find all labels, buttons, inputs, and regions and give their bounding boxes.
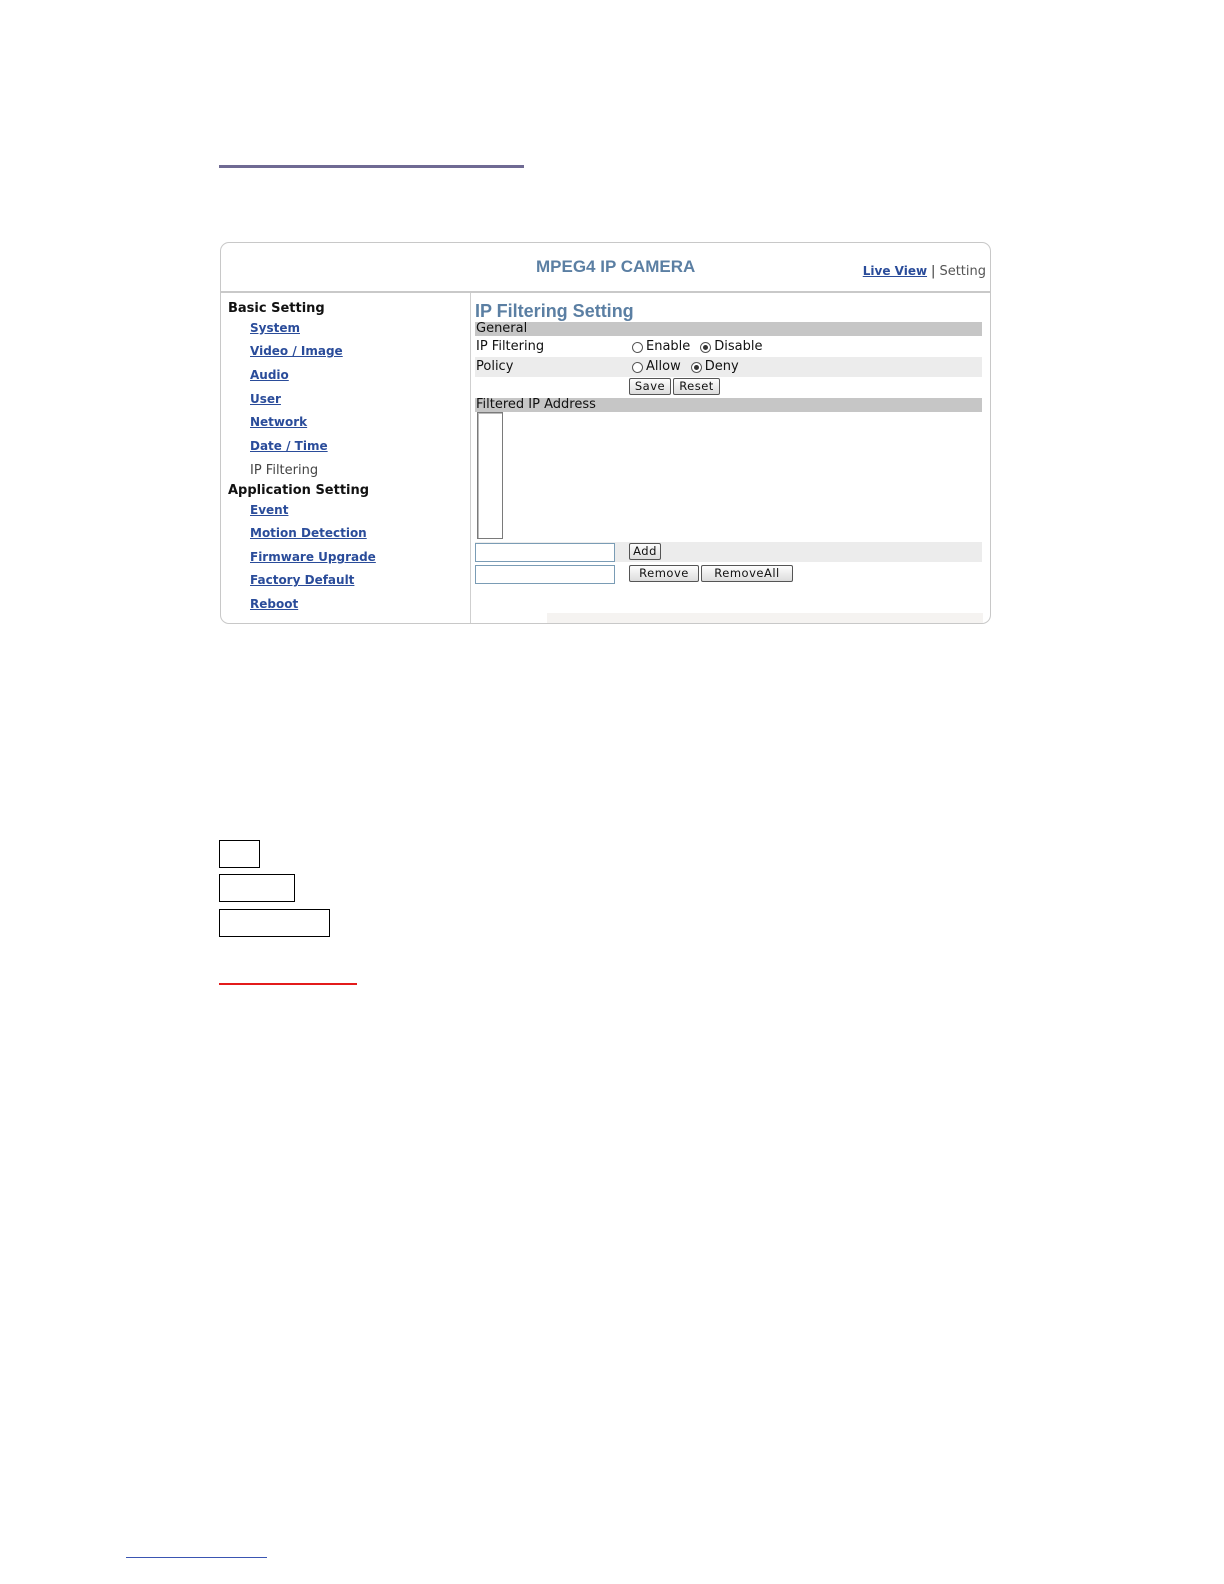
document-box-medium bbox=[219, 874, 295, 902]
page-title: IP Filtering Setting bbox=[475, 301, 634, 321]
nav-separator: | bbox=[931, 264, 936, 279]
disable-radio[interactable] bbox=[700, 342, 711, 353]
remove-button[interactable]: Remove bbox=[629, 565, 699, 582]
sidebar-item-firmware-upgrade[interactable]: Firmware Upgrade bbox=[250, 550, 376, 564]
document-box-large bbox=[219, 909, 330, 937]
sidebar-item-system[interactable]: System bbox=[250, 321, 300, 335]
bottom-strip bbox=[547, 613, 983, 624]
enable-radio-label: Enable bbox=[646, 339, 691, 354]
disable-radio-label: Disable bbox=[714, 339, 763, 354]
remove-all-button[interactable]: RemoveAll bbox=[701, 565, 793, 582]
deny-radio[interactable] bbox=[691, 362, 702, 373]
application-setting-heading: Application Setting bbox=[228, 483, 370, 498]
document-box-small bbox=[219, 840, 260, 868]
camera-ui-window bbox=[220, 242, 991, 624]
app-title: MPEG4 IP CAMERA bbox=[536, 257, 696, 276]
policy-radio-group bbox=[632, 357, 749, 377]
ip-filtering-radio-group bbox=[632, 337, 773, 357]
footnote-rule bbox=[126, 1557, 267, 1558]
deny-radio-label: Deny bbox=[704, 359, 739, 374]
sidebar-item-factory-default[interactable]: Factory Default bbox=[250, 573, 355, 587]
basic-setting-heading: Basic Setting bbox=[228, 301, 325, 316]
setting-current: Setting bbox=[939, 264, 986, 279]
sidebar-item-ip-filtering-current: IP Filtering bbox=[250, 463, 319, 478]
reset-button[interactable]: Reset bbox=[673, 378, 720, 395]
main-panel bbox=[475, 293, 983, 624]
sidebar-item-date-time[interactable]: Date / Time bbox=[250, 439, 328, 453]
sidebar-item-audio[interactable]: Audio bbox=[250, 368, 289, 382]
ip-filtering-row bbox=[475, 337, 982, 357]
document-rule-top bbox=[219, 165, 524, 168]
live-view-link[interactable]: Live View bbox=[862, 264, 928, 278]
enable-radio[interactable] bbox=[632, 342, 643, 353]
remove-ip-input[interactable] bbox=[475, 565, 615, 584]
sidebar-item-motion-detection[interactable]: Motion Detection bbox=[250, 526, 367, 540]
add-row bbox=[475, 542, 982, 562]
allow-radio-label: Allow bbox=[646, 359, 681, 374]
add-button[interactable]: Add bbox=[629, 543, 661, 560]
add-ip-input[interactable] bbox=[475, 543, 615, 562]
sidebar-item-event[interactable]: Event bbox=[250, 503, 289, 517]
general-section-header: General bbox=[475, 322, 982, 336]
sidebar-item-video-image[interactable]: Video / Image bbox=[250, 344, 343, 358]
top-nav bbox=[863, 264, 986, 279]
filtered-ip-section-header: Filtered IP Address bbox=[475, 398, 982, 412]
policy-row bbox=[475, 357, 982, 377]
save-button[interactable]: Save bbox=[629, 378, 671, 395]
sidebar-item-user[interactable]: User bbox=[250, 392, 281, 406]
camera-header bbox=[221, 243, 990, 293]
ip-filtering-label: IP Filtering bbox=[476, 339, 545, 354]
remove-row bbox=[475, 564, 982, 584]
sidebar-item-reboot[interactable]: Reboot bbox=[250, 597, 299, 611]
policy-label: Policy bbox=[476, 359, 514, 374]
allow-radio[interactable] bbox=[632, 362, 643, 373]
sidebar bbox=[221, 293, 471, 624]
sidebar-item-network[interactable]: Network bbox=[250, 415, 308, 429]
filtered-ip-list[interactable] bbox=[477, 412, 503, 539]
document-rule-red bbox=[219, 983, 357, 985]
